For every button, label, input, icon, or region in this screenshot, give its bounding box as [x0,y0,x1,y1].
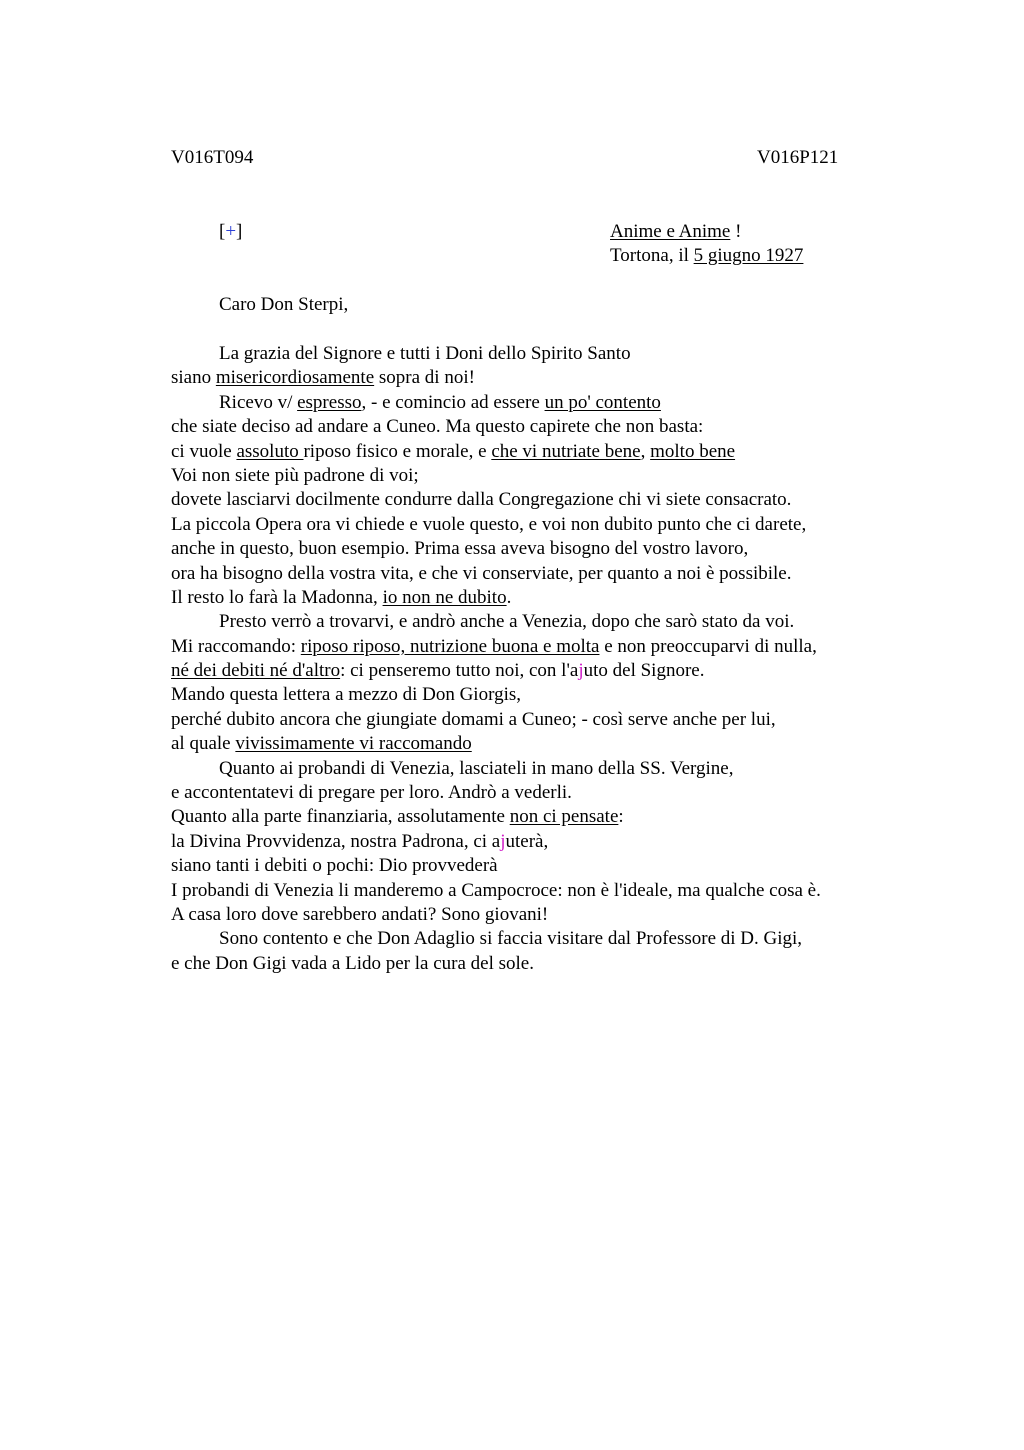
date-value: 5 giugno 1927 [693,245,804,266]
body-line: Quanto alla parte finanziaria, assolutamente non ci pensate: [171,806,624,828]
expand-plus-icon[interactable]: + [225,221,237,242]
body-line: né dei debiti né d'altro: ci penseremo tutto noi, con l'ajuto del Signore. [171,660,705,682]
body-line: e accontentatevi di pregare per loro. Andrò a vederli. [171,782,572,804]
body-line: perché dubito ancora che giungiate domami a Cuneo; - così serve anche per lui, [171,708,776,730]
body-line: Voi non siete più padrone di voi; [171,464,419,486]
body-line: Presto verrò a trovarvi, e andrò anche a Venezia, dopo che sarò stato da voi. [219,611,795,633]
document-code-right: V016P121 [757,147,839,168]
body-line: Mi raccomando: riposo riposo, nutrizione buona e molta e non preoccuparvi di nulla, [171,635,817,657]
body-line: e che Don Gigi vada a Lido per la cura del sole. [171,952,534,974]
expand-marker[interactable] [219,220,242,244]
date-prefix: Tortona, il [610,245,694,266]
expand-close-bracket: ] [236,221,243,242]
body-line: Mando questa lettera a mezzo di Don Giorgis, [171,684,521,706]
salutation: Caro Don Sterpi, [219,294,349,315]
body-line: siano tanti i debiti o pochi: Dio provvederà [171,855,498,877]
body-line: La piccola Opera ora vi chiede e vuole questo, e voi non dubito punto che ci darete, [171,513,807,535]
body-line: Il resto lo farà la Madonna, io non ne dubito. [171,586,512,608]
body-line: al quale vivissimamente vi raccomando [171,733,472,755]
document-code-left: V016T094 [171,147,254,168]
body-line: ci vuole assoluto riposo fisico e morale, e che vi nutriate bene, molto bene [171,440,736,462]
expand-open-bracket: [ [219,221,226,242]
body-line: Ricevo v/ espresso, - e comincio ad essere un po' contento [219,391,661,413]
body-line: Sono contento e che Don Adaglio si faccia visitare dal Professore di D. Gigi, [219,928,803,950]
body-line: anche in questo, buon esempio. Prima essa aveva bisogno del vostro lavoro, [171,538,749,560]
body-line: La grazia del Signore e tutti i Doni dello Spirito Santo [219,343,631,364]
body-line: A casa loro dove sarebbero andati? Sono giovani! [171,903,549,925]
body-line: Quanto ai probandi di Venezia, lasciateli in mano della SS. Vergine, [219,757,734,779]
body-line: la Divina Provvidenza, nostra Padrona, ci ajuterà, [171,830,549,852]
letter-title-text: Anime e Anime [610,221,731,242]
body-line: che siate deciso ad andare a Cuneo. Ma questo capirete che non basta: [171,416,704,438]
body-line: I probandi di Venezia li manderemo a Campocroce: non è l'ideale, ma qualche cosa è. [171,879,821,901]
letter-body [171,342,891,976]
body-line: siano misericordiosamente sopra di noi! [171,367,475,389]
letter-title-suffix: ! [730,221,742,242]
body-line: ora ha bisogno della vostra vita, e che vi conserviate, per quanto a noi è possibile. [171,562,792,584]
letter-title [610,220,741,244]
letter-date [610,244,803,268]
body-line: dovete lasciarvi docilmente condurre dalla Congregazione chi vi siete consacrato. [171,489,792,511]
